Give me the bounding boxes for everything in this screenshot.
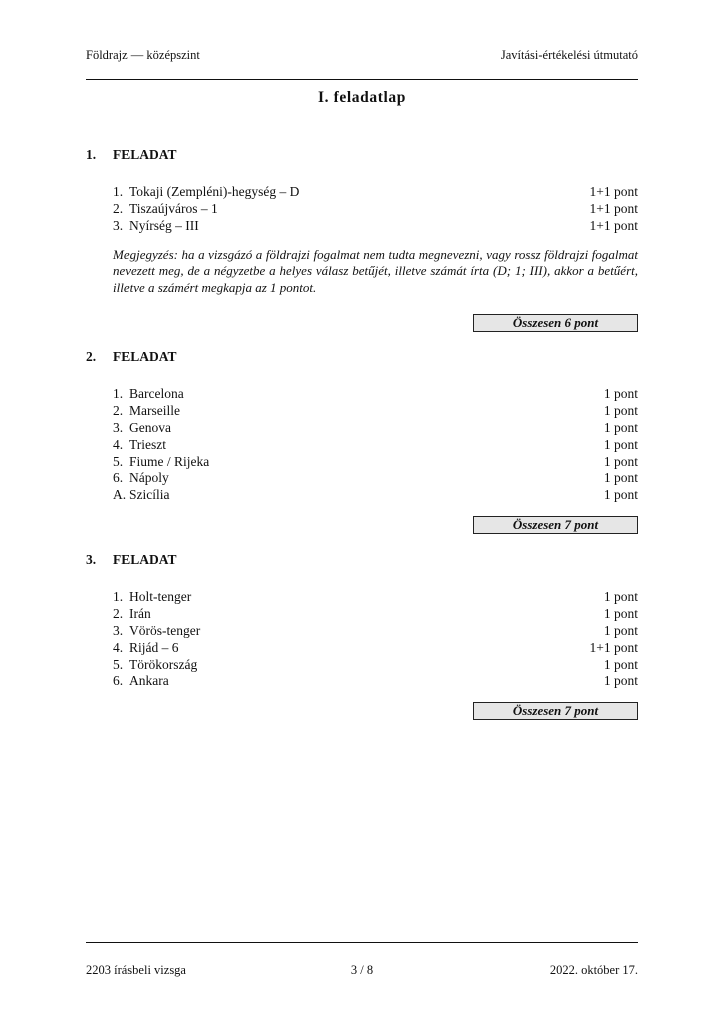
answer-points: 1 pont <box>603 470 638 486</box>
answer-list <box>86 386 638 504</box>
answer-text: Fiume / Rijeka <box>129 453 210 469</box>
answer-row <box>86 589 638 606</box>
answer-row <box>86 454 638 471</box>
page-header <box>86 48 638 63</box>
answer-index: 1. <box>113 589 124 604</box>
section-number: 1. <box>86 147 97 162</box>
section-3-total-box: Összesen 7 pont <box>473 702 638 720</box>
header-subject: Földrajz — középszint <box>86 48 200 62</box>
answer-row <box>86 420 638 437</box>
answer-index: 1. <box>113 184 124 199</box>
page-number: 3 / 8 <box>350 963 374 977</box>
answer-row <box>86 386 638 403</box>
section-title: FELADAT <box>113 349 177 364</box>
answer-row <box>86 606 638 623</box>
section-2-total-box: Összesen 7 pont <box>473 516 638 534</box>
answer-row <box>86 623 638 640</box>
answer-text: Holt-tenger <box>129 589 192 604</box>
answer-text: Trieszt <box>129 436 167 452</box>
answer-text: Szicília <box>129 487 170 503</box>
answer-index: 6. <box>113 470 124 486</box>
answer-text: Ankara <box>129 673 169 689</box>
answer-text: Marseille <box>129 402 180 418</box>
answer-points: 1 pont <box>603 656 638 672</box>
answer-row <box>86 640 638 657</box>
answer-points: 1 pont <box>603 589 638 604</box>
answer-index: 3. <box>113 217 124 233</box>
answer-row <box>86 657 638 674</box>
answer-points: 1+1 pont <box>589 217 638 233</box>
answer-points: 1 pont <box>603 419 638 435</box>
answer-text: Genova <box>129 419 171 435</box>
answer-index: 5. <box>113 453 124 469</box>
answer-row <box>86 201 638 218</box>
answer-index: 5. <box>113 656 124 672</box>
section-heading <box>86 349 638 367</box>
section-heading <box>86 552 638 570</box>
section-title: FELADAT <box>113 552 177 567</box>
footer-exam-code: 2203 írásbeli vizsga <box>86 963 186 977</box>
answer-text: Nápoly <box>129 470 169 486</box>
answer-index: 2. <box>113 200 124 216</box>
header-doc-type: Javítási-értékelési útmutató <box>500 48 638 62</box>
section-3 <box>86 552 638 690</box>
answer-text: Tokaji (Zempléni)-hegység – D <box>129 184 300 199</box>
section-title: FELADAT <box>113 147 177 162</box>
answer-index: 2. <box>113 402 124 418</box>
answer-points: 1 pont <box>603 402 638 418</box>
answer-index: 3. <box>113 419 124 435</box>
section-2 <box>86 349 638 504</box>
answer-points: 1+1 pont <box>589 639 638 655</box>
answer-text: Vörös-tenger <box>129 622 201 638</box>
answer-row <box>86 403 638 420</box>
answer-text: Rijád – 6 <box>129 639 179 655</box>
answer-points: 1 pont <box>603 453 638 469</box>
answer-text: Nyírség – III <box>129 217 199 233</box>
answer-list <box>86 589 638 690</box>
answer-row <box>86 437 638 454</box>
answer-index: 2. <box>113 605 124 621</box>
answer-index: 4. <box>113 639 124 655</box>
answer-points: 1 pont <box>603 386 638 401</box>
answer-points: 1 pont <box>603 436 638 452</box>
answer-points: 1 pont <box>603 605 638 621</box>
answer-points: 1 pont <box>603 622 638 638</box>
section-heading <box>86 147 638 165</box>
answer-index: 6. <box>113 673 124 689</box>
answer-points: 1 pont <box>603 673 638 689</box>
section-1-total-box: Összesen 6 pont <box>473 314 638 332</box>
answer-list <box>86 184 638 235</box>
answer-text: Tiszaújváros – 1 <box>129 200 218 216</box>
footer-rule <box>86 942 638 943</box>
answer-row <box>86 470 638 487</box>
grading-note: Megjegyzés: ha a vizsgázó a földrajzi fogalmat nem tudta megnevezni, vagy rossz földrajzi fogalmat nevezett meg, de a négyzetbe a helyes válasz betűjét, illetve számát írta (D; 1; III), akkor a betűért, illetve a számért megkapja az 1 pontot. <box>113 246 638 296</box>
answer-points: 1 pont <box>603 487 638 503</box>
answer-index: A. <box>113 487 127 503</box>
answer-text: Irán <box>129 605 151 621</box>
answer-points: 1+1 pont <box>589 184 638 199</box>
page-footer <box>86 963 638 978</box>
answer-row <box>86 487 638 504</box>
answer-points: 1+1 pont <box>589 200 638 216</box>
section-number: 3. <box>86 552 97 567</box>
answer-text: Törökország <box>129 656 198 672</box>
answer-row <box>86 184 638 201</box>
answer-row <box>86 218 638 235</box>
page-title: I. feladatlap <box>318 89 406 106</box>
answer-index: 3. <box>113 622 124 638</box>
answer-text: Barcelona <box>129 386 184 401</box>
answer-index: 1. <box>113 386 124 401</box>
section-1 <box>86 147 638 297</box>
section-number: 2. <box>86 349 97 364</box>
answer-index: 4. <box>113 436 124 452</box>
footer-date: 2022. október 17. <box>549 963 638 977</box>
header-rule <box>86 79 638 80</box>
answer-row <box>86 673 638 690</box>
